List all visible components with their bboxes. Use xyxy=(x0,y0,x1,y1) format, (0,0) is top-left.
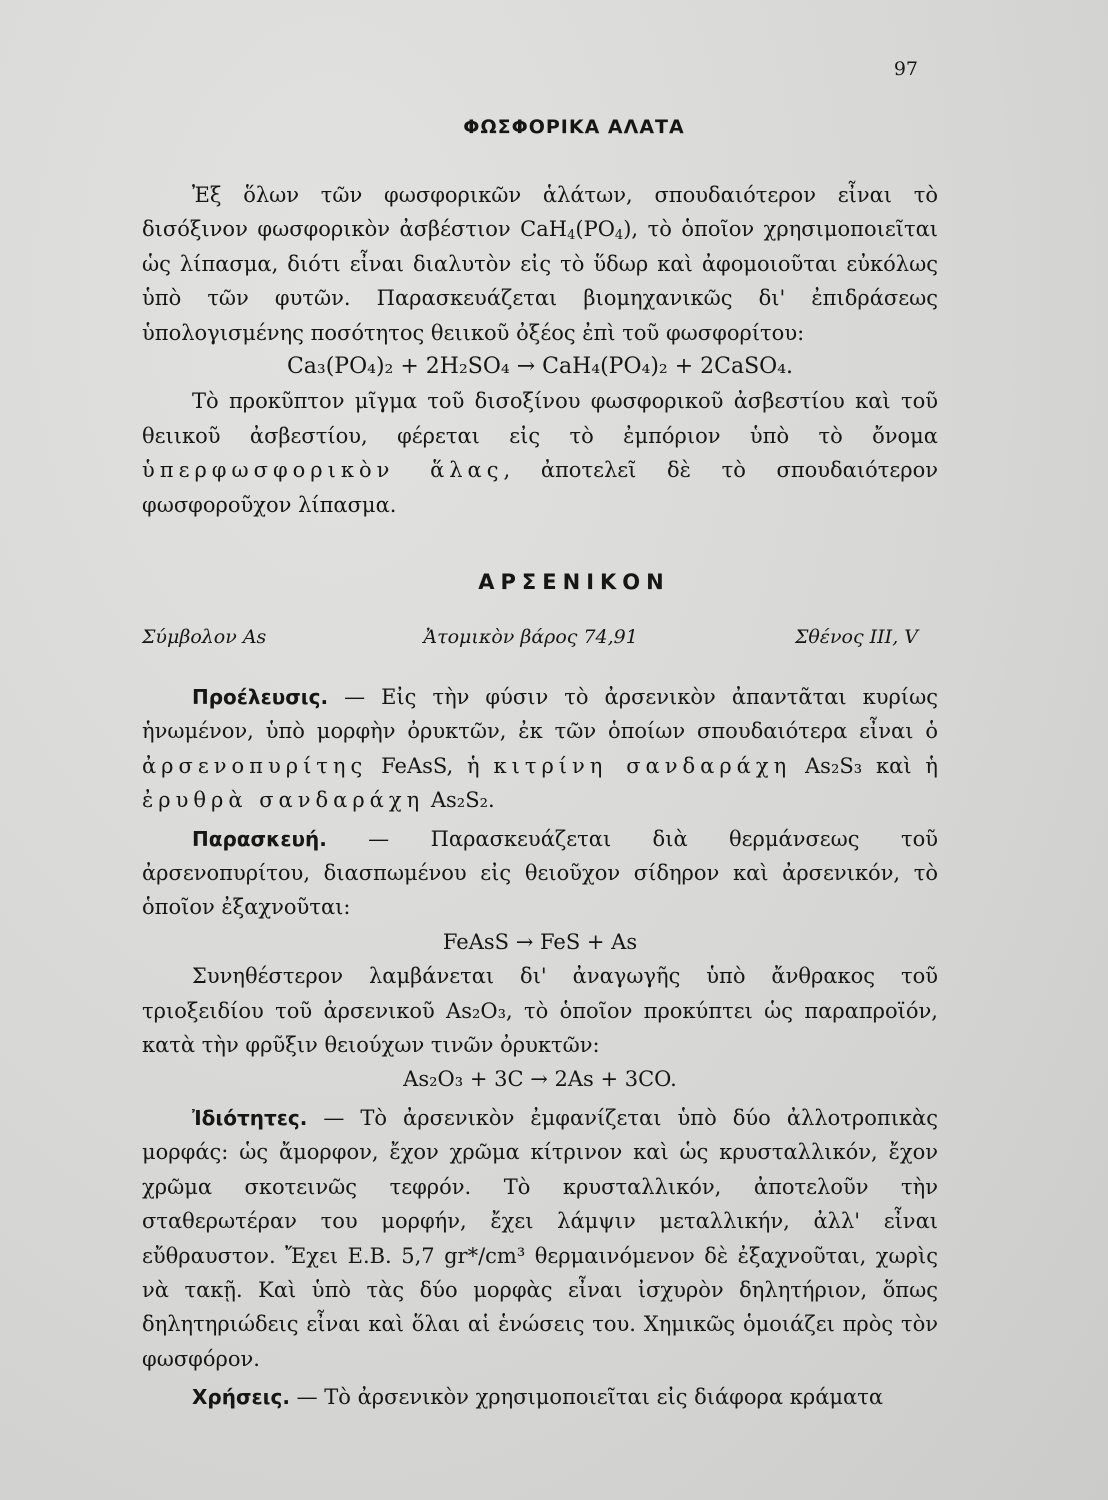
text-run: — Τὸ ἀρσενικὸν ἐμφανίζεται ὑπὸ δύο ἀλλοτροπικὰς μορφάς: ὡς ἄμορφον, ἔχον χρῶμα κίτρινον καὶ ὡς κρυσταλλικόν, ἔχον χρῶμα σκοτεινῶς τεφρόν. Τὸ κρυσταλλικόν, ἀποτελοῦν τὴν σταθερωτέραν του μορφήν, ἔχει λάμψιν μεταλλικήν, ἀλλ' εἶναι εὔθραυστον. Ἔχει Ε.Β. 5,7 gr*/cm³ θερμαινόμενον δὲ ἐξαχνοῦται, χωρὶς νὰ τακῇ. Καὶ ὑπὸ τὰς δύο μορφὰς εἶναι ἰσχυρὸν δηλητήριον, ὅπως δηλητηριώδεις εἶναι καὶ ὅλαι αἱ ἑνώσεις του. Χημικῶς ὁμοιάζει πρὸς τὸν φωσφόρον. xyxy=(142,1105,938,1371)
arsenic-section xyxy=(142,680,938,1415)
properties-heading: Ἰδιότητες. xyxy=(192,1105,308,1130)
page-number: 97 xyxy=(893,58,918,80)
term-orpiment: κιτρίνη σανδαράχη xyxy=(493,753,792,778)
properties-paragraph xyxy=(142,1101,938,1376)
phosphate-paragraph-1: Ἐξ ὅλων τῶν φωσφορικῶν ἁλάτων, σπουδαιότερον εἶναι τὸ δισόξινον φωσφορικὸν ἀσβέστιον $CaH_4(PO_4)$, τὸ ὁποῖον χρησιμοποιεῖται ὡς λίπασμα, διότι εἶναι διαλυτὸν εἰς τὸ ὕδωρ καὶ ἀφομοιοῦται εὐκόλως ὑπὸ τῶν φυτῶν. Παρασκευάζεται βιομηχανικῶς δι' ἐπιδράσεως ὑπολογισμένης ποσότητος θειικοῦ ὀξέος ἐπὶ τοῦ φωσφορίτου: xyxy=(142,183,938,345)
uses-paragraph xyxy=(142,1380,938,1414)
phosphate-paragraph-2 xyxy=(142,384,938,522)
term-realgar: ἐρυθρὰ σανδαράχη xyxy=(142,788,425,813)
phosphate-equation: Ca₃(PO₄)₂ + 2H₂SO₄ → CaH₄(PO₄)₂ + 2CaSO₄. xyxy=(286,354,794,380)
origin-heading: Προέλευσις. xyxy=(192,685,329,709)
text-run: As₂S₃ καὶ ἡ xyxy=(805,753,938,778)
preparation-paragraph xyxy=(142,822,938,925)
text-run: (PO xyxy=(575,217,615,242)
text-run: — Τὸ ἀρσενικὸν χρησιμοποιεῖται εἰς διάφορα κράματα xyxy=(289,1385,884,1410)
preparation-paragraph-2: Συνηθέστερον λαμβάνεται δι' ἀναγωγῆς ὑπὸ ἄνθρακος τοῦ τριοξειδίου τοῦ ἀρσενικοῦ As₂O₃, τὸ ὁποῖον προκύπτει ὡς παραπροϊόν, κατὰ τὴν φρῦξιν θειούχων τινῶν ὀρυκτῶν: xyxy=(142,964,938,1058)
text-run: Τὸ προκῦπτον μῖγμα τοῦ δισοξίνου φωσφορικοῦ ἀσβεστίου καὶ τοῦ θειικοῦ ἀσβεστίου, φέρεται εἰς τὸ ἐμπόριον ὑπὸ τὸ ὄνομα xyxy=(142,389,938,448)
phosphate-section xyxy=(142,178,938,522)
text-run: Ἐξ ὅλων τῶν φωσφορικῶν ἁλάτων, σπουδαιότερον εἶναι τὸ δισόξινον φωσφορικὸν ἀσβέστιον CaH xyxy=(142,183,938,242)
text-run: FeAsS, ἡ xyxy=(381,753,480,778)
preparation-equation: FeAsS → FeS + As xyxy=(442,929,638,954)
text-run: ), τὸ ὁποῖον χρησιμοποιεῖται ὡς λίπασμα, διότι εἶναι διαλυτὸν εἰς τὸ ὕδωρ καὶ ἀφομοιοῦται εὐκόλως ὑπὸ τῶν φυτῶν. Παρασκευάζεται βιομηχανικῶς δι' ἐπιδράσεως ὑπολογισμένης ποσότητος θειικοῦ ὀξέος ἐπὶ τοῦ φωσφορίτου: xyxy=(142,217,938,345)
text-run: , ἀποτελεῖ δὲ τὸ σπουδαιότερον φωσφοροῦχον λίπασμα. xyxy=(142,458,938,517)
element-atomic-weight: Ἀτομικὸν βάρος 74,91 xyxy=(423,626,638,648)
text-run: — Παρασκευάζεται διὰ θερμάνσεως τοῦ ἀρσενοπυρίτου, διασπωμένου εἰς θειοῦχον σίδηρον καὶ ἀρσενικόν, τὸ ὁποῖον ἐξαχνοῦται: xyxy=(142,826,938,920)
element-valence: Σθένος III, V xyxy=(794,626,918,648)
element-symbol: Σύμβολον As xyxy=(142,626,267,648)
uses-heading: Χρήσεις. xyxy=(192,1385,290,1410)
term-arsenopyrite: ἀρσενοπυρίτης xyxy=(142,753,368,778)
element-properties-row xyxy=(142,626,918,648)
section-title-arsenic: ΑΡΣΕΝΙΚΟΝ xyxy=(478,570,670,594)
term-superphosphate: ὑπερφωσφορικὸν ἅλας xyxy=(142,458,504,483)
preparation-heading: Παρασκευή. xyxy=(192,826,327,851)
section-title-phosphates: ΦΩΣΦΟΡΙΚΑ ΑΛΑΤΑ xyxy=(463,116,685,138)
reduction-equation: As₂O₃ + 3C → 2As + 3CO. xyxy=(403,1067,677,1092)
text-run: As₂S₂. xyxy=(430,788,495,813)
origin-paragraph xyxy=(142,680,938,818)
text-run: — Εἰς τὴν φύσιν τὸ ἀρσενικὸν ἀπαντᾶται κυρίως ἡνωμένον, ὑπὸ μορφὴν ὀρυκτῶν, ἐκ τῶν ὁποίων σπουδαιότερα εἶναι ὁ xyxy=(142,685,938,744)
